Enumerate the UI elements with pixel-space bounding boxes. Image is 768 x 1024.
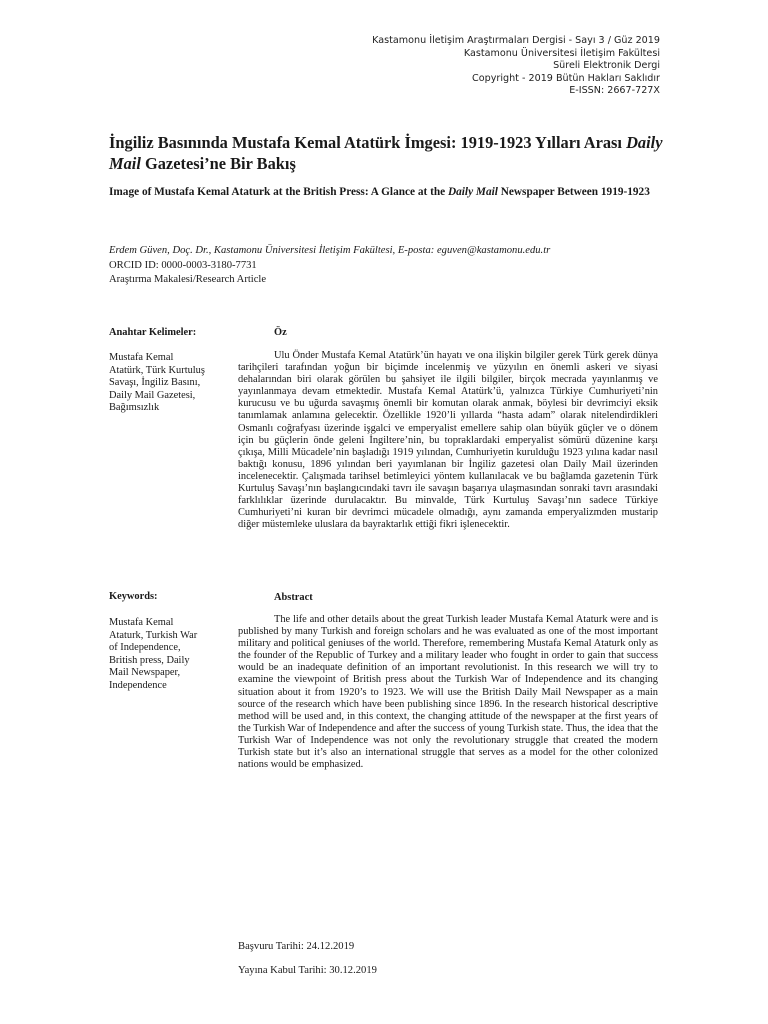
title-en-newspaper-name: Daily Mail: [447, 186, 498, 198]
keyword-line: Mustafa Kemal: [109, 617, 174, 628]
author-orcid: ORCID ID: 0000-0003-3180-7731: [109, 259, 257, 271]
keyword-line: Savaşı, İngiliz Basını,: [109, 377, 201, 389]
submission-date: Başvuru Tarihi: 24.12.2019: [238, 941, 355, 952]
acceptance-date: Yayına Kabul Tarihi: 30.12.2019: [238, 965, 377, 976]
masthead-journal-type: Süreli Elektronik Dergi: [553, 60, 660, 72]
abstract-heading-english: Abstract: [274, 592, 313, 603]
keywords-label-english: Keywords:: [109, 591, 158, 602]
abstract-text-english: The life and other details about the great Turkish leader Mustafa Kemal Ataturk were and is published by many Turkish and foreign scholars and he was evaluated as one of the most important military and political geniuses of the world. Therefore, remembering Mustafa Kemal Ataturk only as the founder of the Republic of Turkey and a military leader who fought in order to gain that success would be an inadequate definition of an important revolutionist. In this research we will try to examine the viewpoint of British press about the Turkish War of Independence and its changing situation about it from 1920’s to 1923. We will use the British Daily Mail Newspaper as a main source of the research which have been publishing since 1896. In the research historical descriptive method will be used and, in this context, the changing attitude of the newspaper at the first years of the Turkish War of Independence and after the success of young Turkish state. Thus, the idea that the Turkish War of Independence was not only the revolutionary struggle that created the modern Turkish state but it’s also an international struggle that serves as a model for the other colonized nations would be emphasized.: [238, 614, 658, 771]
keyword-line: Mustafa Kemal: [109, 352, 174, 363]
title-tr-part1: İngiliz Basınında Mustafa Kemal Atatürk İmgesi: 1919-1923 Yılları Arası: [109, 133, 627, 152]
article-title-turkish: [109, 132, 669, 174]
title-tr-part2: Gazetesi’ne Bir Bakış: [140, 154, 296, 173]
keyword-line: Independence: [109, 679, 167, 691]
keyword-line: British press, Daily: [109, 654, 190, 666]
keyword-line: Bağımsızlık: [109, 402, 160, 414]
keyword-line: Atatürk, Türk Kurtuluş: [109, 364, 205, 376]
article-title-english: [109, 184, 669, 200]
keywords-list-english: [109, 617, 227, 693]
article-type: Araştırma Makalesi/Research Article: [109, 274, 267, 286]
masthead-copyright: Copyright - 2019 Bütün Hakları Saklıdır: [472, 72, 660, 84]
title-tr-newspaper-name: Daily Mail: [109, 133, 663, 173]
masthead-issn: E-ISSN: 2667-727X: [569, 85, 660, 97]
author-affiliation: Erdem Güven, Doç. Dr., Kastamonu Üniversitesi İletişim Fakültesi, E-posta: eguven@kastamonu.edu.tr: [109, 245, 551, 256]
keyword-line: Mail Newspaper,: [109, 667, 181, 679]
author-block: [109, 244, 669, 288]
title-en-part2: Newspaper Between 1919-1923: [497, 186, 650, 198]
abstract-heading-turkish: Öz: [274, 327, 287, 338]
journal-masthead: [372, 35, 660, 98]
keyword-line: Daily Mail Gazetesi,: [109, 389, 196, 401]
keywords-label-turkish: Anahtar Kelimeler:: [109, 327, 197, 338]
keywords-list-turkish: [109, 352, 227, 415]
masthead-faculty: Kastamonu Üniversitesi İletişim Fakültesi: [463, 47, 660, 59]
keyword-line: Ataturk, Turkish War: [109, 629, 198, 641]
title-en-part1: Image of Mustafa Kemal Ataturk at the British Press: A Glance at the: [109, 186, 448, 198]
abstract-text-turkish: Ulu Önder Mustafa Kemal Atatürk’ün hayatı ve ona ilişkin bilgiler gerek Türk gerek dünya tarihçileri tarafından yoğun bir biçimde incelenmiş ve yüzyılın en önemli askeri ve siyasi dehalarından biri olarak görülen bu şahsiyet ile ilgili bilgiler, birçok mecrada yayınlanmış ve yayınlanmaya devam etmektedir. Mustafa Kemal Atatürk’ü, yalnızca Türkiye Cumhuriyeti’nin kurucusu ve bu uğurda savaşmış önemli bir komutan olarak anmak, böylesi bir devrimciyi eksik tanımlamak anlamına gelecektir. Özellikle 1920’li yıllarda “hasta adam” olarak nitelendirdikleri Osmanlı coğrafyası üzerinde işgalci ve emperyalist emellere sahip olan büyük güçler ve o dönem için bu güçlerin önde geleni İngiltere’nin, bu topraklardaki emperyalist sömürü düzenine karşı çıkışa, Milli Mücadele’nin başladığı 1919 yılından, Cumhuriyetin kurulduğu 1923 yılına kadar nasıl baktığı konusu, 1896 yılından beri yayımlanan bir İngiliz gazetesi olan Daily Mail üzerinden incelenecektir. Çalışmada tarihsel betimleyici yöntem kullanılacak ve bu bağlamda gazetenin Türk Kurtuluş Savaşı’nın başlangıcındaki tavrı ile savaşın başarıya ulaşmasından sonraki tavrı arasındaki farklılıklar üzerinde durulacaktır. Bu minvalde, Türk Kurtuluş Savaşı’nın sadece Türkiye Cumhuriyeti’ni kuran bir devrimci mücadele olmadığı, aynı zamanda emperyalizmden mustarip diğer müstemleke uluslara da bayraktarlık ettiği fikri işlenecektir.: [238, 350, 658, 531]
keyword-line: of Independence,: [109, 642, 181, 654]
masthead-journal-issue: Kastamonu İletişim Araştırmaları Dergisi - Sayı 3 / Güz 2019: [372, 35, 660, 46]
